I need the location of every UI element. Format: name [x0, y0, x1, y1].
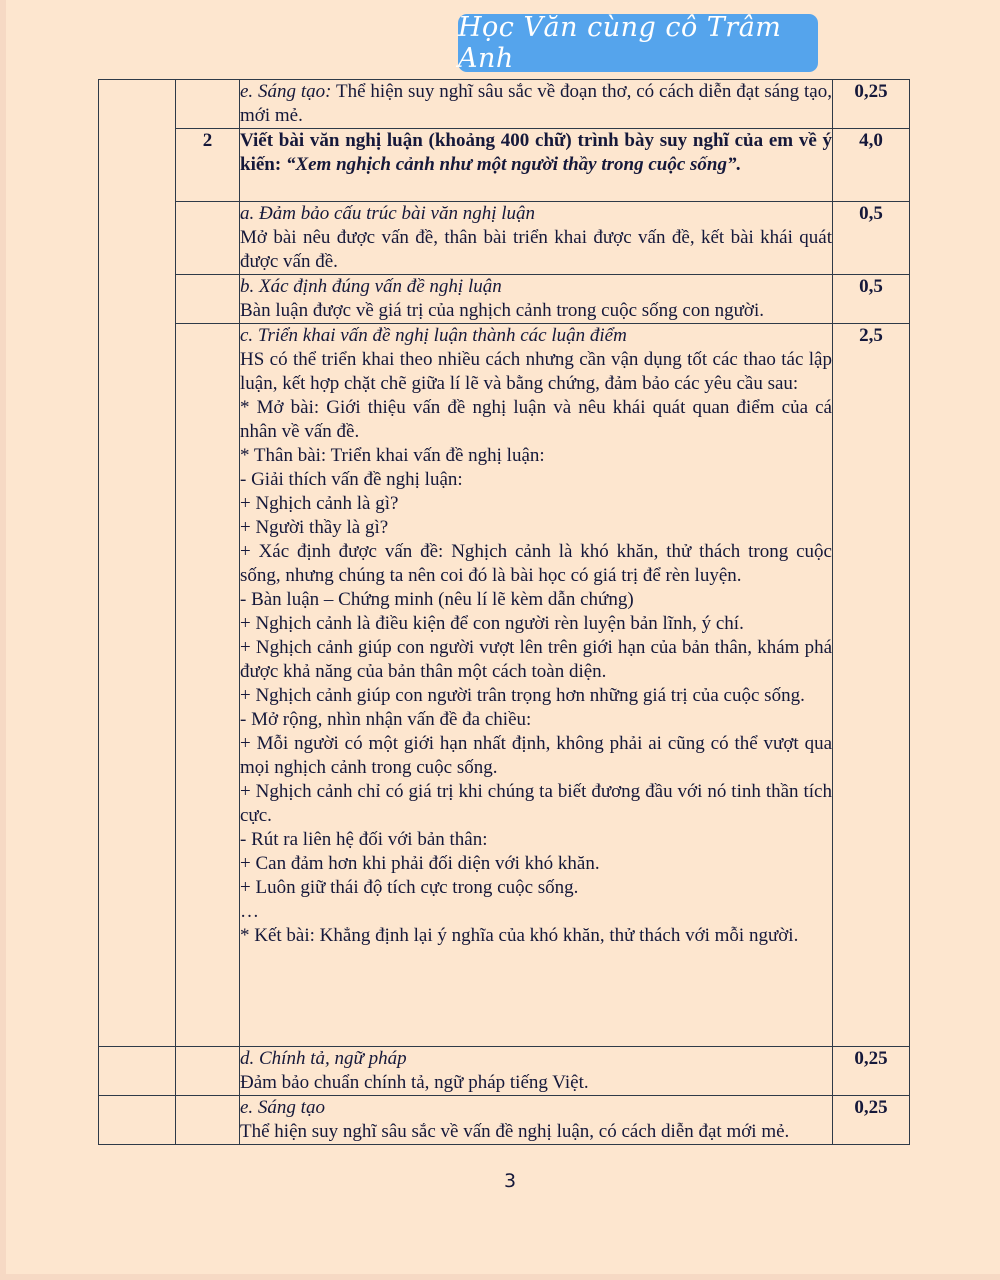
criterion-line: … [240, 901, 259, 922]
question-number-cell [176, 202, 240, 275]
criterion-label: b. Xác định đúng vấn đề nghị luận [240, 276, 502, 297]
criterion-text: Mở bài nêu được vấn đề, thân bài triển khai được vấn đề, kết bài khái quát được vấn đề. [240, 227, 832, 272]
criterion-line: + Nghịch cảnh là gì? [240, 493, 399, 514]
criterion-line: + Người thầy là gì? [240, 517, 389, 538]
table-row [99, 202, 910, 275]
criterion-cell [240, 80, 833, 129]
table-row [99, 1096, 910, 1145]
score-cell: 0,5 [833, 202, 910, 275]
criterion-text: Thể hiện suy nghĩ sâu sắc về đoạn thơ, có cách diễn đạt sáng tạo, mới mẻ. [240, 81, 832, 126]
criterion-line: HS có thể triển khai theo nhiều cách nhưng cần vận dụng tốt các thao tác lập luận, kết hợp chặt chẽ giữa lí lẽ và bằng chứng, đảm bảo các yêu cầu sau: [240, 349, 832, 394]
criterion-line: - Rút ra liên hệ đối với bản thân: [240, 829, 488, 850]
criterion-line: + Nghịch cảnh chỉ có giá trị khi chúng ta biết đương đầu với nó tinh thần tích cực. [240, 781, 832, 826]
criterion-cell [240, 275, 833, 324]
question-number-cell [176, 1096, 240, 1145]
criterion-line: + Nghịch cảnh giúp con người vượt lên trên giới hạn của bản thân, khám phá được khả năng của bản thân một cách toàn diện. [240, 637, 832, 682]
score-cell: 0,25 [833, 1047, 910, 1096]
criterion-label: c. Triển khai vấn đề nghị luận thành các luận điểm [240, 325, 627, 346]
question-number-cell [176, 80, 240, 129]
table-row [99, 80, 910, 129]
criterion-line: + Luôn giữ thái độ tích cực trong cuộc sống. [240, 877, 579, 898]
criterion-text: Đảm bảo chuẩn chính tả, ngữ pháp tiếng Việt. [240, 1072, 589, 1093]
criterion-line: * Mở bài: Giới thiệu vấn đề nghị luận và nêu khái quát quan điểm của cá nhân về vấn đề. [240, 397, 832, 442]
criterion-line: - Bàn luận – Chứng minh (nêu lí lẽ kèm dẫn chứng) [240, 589, 634, 610]
page-edge [0, 0, 6, 1280]
criterion-cell [240, 202, 833, 275]
question-quote: “Xem nghịch cảnh như một người thầy trong cuộc sống”. [285, 154, 742, 175]
criterion-line: * Thân bài: Triển khai vấn đề nghị luận: [240, 445, 545, 466]
brand-banner-text: Học Văn cùng cô Trâm Anh [458, 12, 782, 74]
score-cell: 0,25 [833, 80, 910, 129]
question-number-cell [176, 275, 240, 324]
part-cell [99, 1096, 176, 1145]
brand-banner [458, 14, 818, 72]
criterion-line: - Giải thích vấn đề nghị luận: [240, 469, 463, 490]
part-cell [99, 1047, 176, 1096]
criterion-line: + Can đảm hơn khi phải đối diện với khó khăn. [240, 853, 600, 874]
criterion-cell [240, 324, 833, 1047]
question-number-cell [176, 1047, 240, 1096]
grading-rubric-table [98, 79, 910, 1145]
question-prompt: Viết bài văn nghị luận (khoảng 400 chữ) trình bày suy nghĩ của em về ý kiến: [240, 130, 832, 175]
score-cell: 0,5 [833, 275, 910, 324]
criterion-line: + Mỗi người có một giới hạn nhất định, không phải ai cũng có thể vượt qua mọi nghịch cảnh trong cuộc sống. [240, 733, 832, 778]
criterion-line: + Nghịch cảnh giúp con người trân trọng hơn những giá trị của cuộc sống. [240, 685, 805, 706]
page-edge [0, 1274, 1000, 1280]
criterion-line: + Xác định được vấn đề: Nghịch cảnh là khó khăn, thử thách trong cuộc sống, nhưng chúng ta nên coi đó là bài học có giá trị để rèn luyện. [240, 541, 832, 586]
criterion-cell [240, 1047, 833, 1096]
criterion-text: Bàn luận được về giá trị của nghịch cảnh trong cuộc sống con người. [240, 300, 764, 321]
criterion-cell [240, 1096, 833, 1145]
criterion-line: - Mở rộng, nhìn nhận vấn đề đa chiều: [240, 709, 532, 730]
score-cell: 2,5 [833, 324, 910, 1047]
part-cell [99, 80, 176, 1047]
score-cell: 0,25 [833, 1096, 910, 1145]
question-number-cell [176, 324, 240, 1047]
table-row [99, 324, 910, 1047]
table-row [99, 275, 910, 324]
criterion-line: + Nghịch cảnh là điều kiện để con người rèn luyện bản lĩnh, ý chí. [240, 613, 744, 634]
page-number: 3 [503, 1170, 517, 1192]
criterion-label: a. Đảm bảo cấu trúc bài văn nghị luận [240, 203, 536, 224]
table-row [99, 1047, 910, 1096]
score-cell: 4,0 [833, 129, 910, 202]
table-row [99, 129, 910, 202]
criterion-label: e. Sáng tạo: [240, 81, 332, 102]
criterion-line: * Kết bài: Khẳng định lại ý nghĩa của khó khăn, thử thách với mỗi người. [240, 925, 799, 946]
question-prompt-cell [240, 129, 833, 202]
criterion-label: e. Sáng tạo [240, 1097, 325, 1118]
question-number-cell: 2 [176, 129, 240, 202]
criterion-text: Thể hiện suy nghĩ sâu sắc về vấn đề nghị luận, có cách diễn đạt mới mẻ. [240, 1121, 790, 1142]
criterion-label: d. Chính tả, ngữ pháp [240, 1048, 407, 1069]
